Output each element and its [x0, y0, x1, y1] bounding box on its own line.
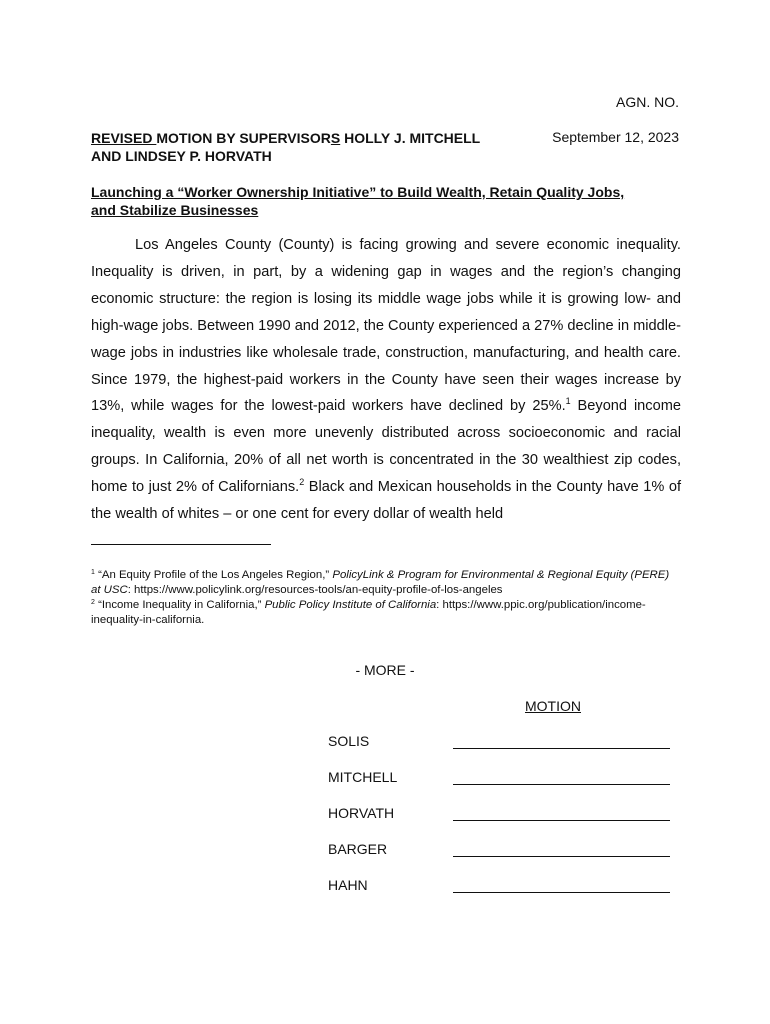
footnote-source: PolicyLink & Program for Environmental & Regional Equity (PERE) at USC	[91, 569, 670, 596]
vote-row-hahn	[328, 877, 673, 897]
subject-line1: Launching a “Worker Ownership Initiative” to Build Wealth, Retain Quality Jobs,	[91, 184, 625, 200]
motion-vote-heading: MOTION	[525, 698, 581, 714]
footnote-ref-1[interactable]: 1	[565, 396, 571, 407]
agenda-number-label: AGN. NO.	[615, 94, 679, 110]
vote-row-solis	[328, 733, 673, 753]
motion-body-paragraph	[91, 232, 681, 528]
footnote-source: Public Policy Institute of California	[264, 599, 437, 611]
footnote-number: 1	[91, 569, 95, 576]
footnote-ref-2[interactable]: 2	[299, 477, 305, 488]
supervisor-names-line2: AND LINDSEY P. HORVATH	[91, 148, 272, 164]
supervisor-names-line1: HOLLY J. MITCHELL	[340, 130, 481, 146]
motion-date: September 12, 2023	[552, 129, 679, 145]
footnote-link[interactable]: : https://www.ppic.org/publication/income-inequality-in-california.	[91, 599, 646, 626]
supervisor-name: HORVATH	[328, 805, 395, 821]
footnote-number: 2	[91, 599, 95, 606]
body-text-part2: Beyond income inequality, wealth is even more unevenly distributed across socioeconomic and racial groups. In California, 20% of all net worth is concentrated in the 30 wealthiest zip codes, home to just 2% of Californians.	[91, 398, 681, 496]
revised-label: REVISED	[91, 130, 157, 146]
signature-line	[453, 784, 670, 785]
vote-row-horvath	[328, 805, 673, 825]
more-indicator: - MORE -	[355, 662, 415, 678]
body-text-part1: Los Angeles County (County) is facing growing and severe economic inequality. Inequality is driven, in part, by a widening gap in wages and the region’s changing economic structure: the region is losing its middle wage jobs while it is growing low- and high-wage jobs. Between 1990 and 2012, the County experienced a 27% decline in middle-wage jobs in industries like wholesale trade, construction, manufacturing, and health care. Since 1979, the highest-paid workers in the County have seen their wages increase by 13%, while wages for the lowest-paid workers have declined by 25%.	[91, 237, 681, 415]
vote-row-mitchell	[328, 769, 673, 789]
signature-line	[453, 820, 670, 821]
footnote-2	[91, 598, 681, 628]
signature-line	[453, 892, 670, 893]
footnotes	[91, 568, 681, 628]
supervisor-name: SOLIS	[328, 733, 370, 749]
footnote-divider	[91, 544, 271, 545]
footnote-text: “Income Inequality in California,”	[94, 599, 265, 611]
motion-subject	[91, 183, 681, 219]
signature-line	[453, 748, 670, 749]
body-text-part3: Black and Mexican households in the County have 1% of the wealth of whites – or one cent for every dollar of wealth held	[91, 479, 681, 523]
subject-line2: and Stabilize Businesses	[91, 202, 259, 218]
footnote-1	[91, 568, 681, 598]
signature-line	[453, 856, 670, 857]
vote-row-barger	[328, 841, 673, 861]
supervisor-name: HAHN	[328, 877, 368, 893]
footnote-text: “An Equity Profile of the Los Angeles Region,”	[94, 569, 333, 581]
footnote-link[interactable]: : https://www.policylink.org/resources-tools/an-equity-profile-of-los-angeles	[127, 584, 503, 596]
motion-by-label: MOTION BY SUPERVISOR	[156, 130, 331, 146]
supervisor-name: BARGER	[328, 841, 388, 857]
supervisor-name: MITCHELL	[328, 769, 398, 785]
supervisors-plural-s: S	[330, 130, 341, 146]
